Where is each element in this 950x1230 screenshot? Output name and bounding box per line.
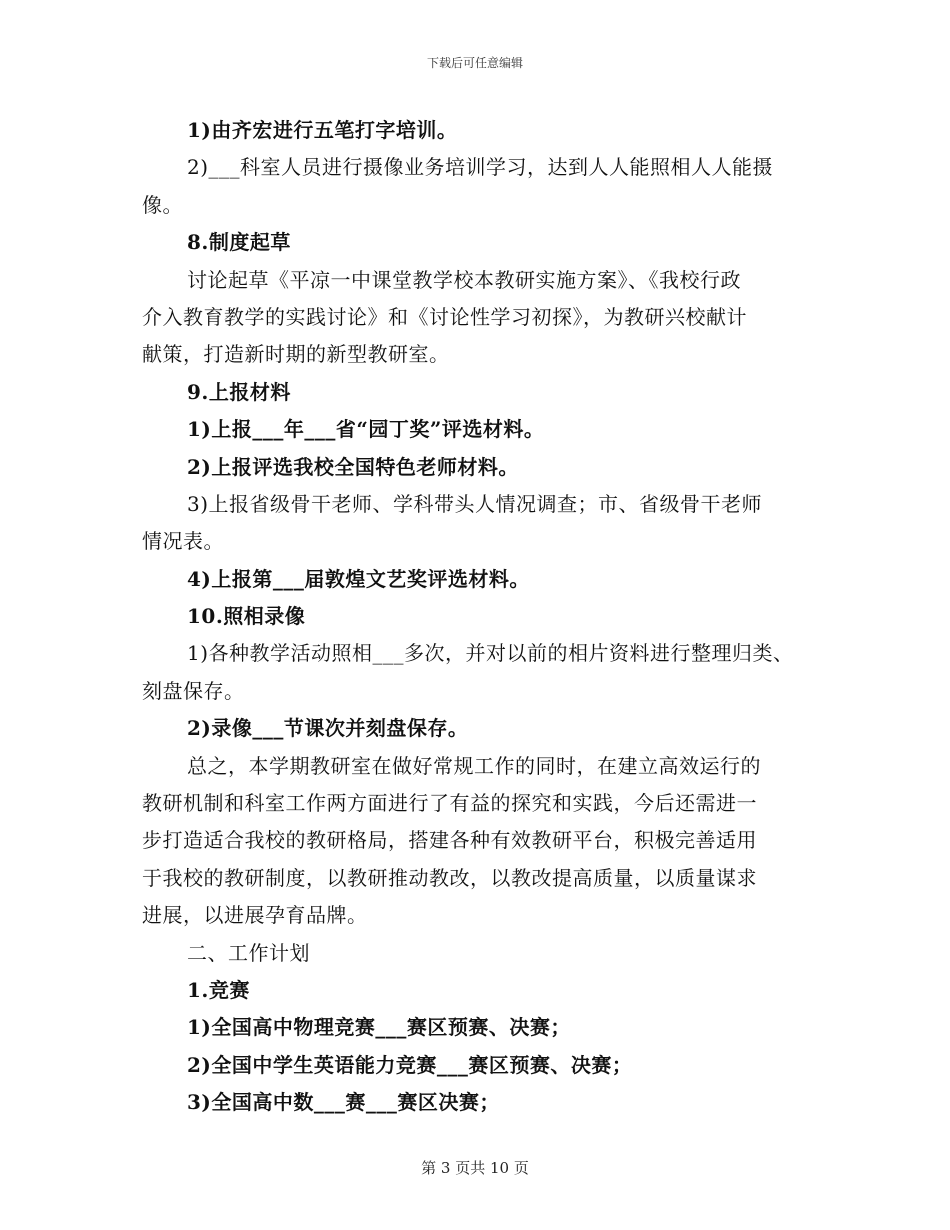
text-line: 二、工作计划 (187, 940, 310, 965)
text-line: 介入教育教学的实践讨论》和《讨论性学习初探》，为教研兴校献计 (142, 304, 747, 329)
text-line: 1)各种教学活动照相___多次，并对以前的相片资料进行整理归类、 (187, 641, 794, 666)
text-line: 讨论起草《平凉一中课堂教学校本教研实施方案》、《我校行政 (187, 267, 741, 292)
text-line: 3)上报省级骨干老师、学科带头人情况调查；市、省级骨干老师 (187, 491, 763, 516)
document-body (142, 112, 832, 1122)
text-line: 1)上报___年___省“园丁奖”评选材料。 (187, 417, 545, 442)
text-line: 9.上报材料 (187, 379, 291, 404)
page-footer: 第 3 页共 10 页 (421, 1159, 529, 1177)
text-line: 教研机制和科室工作两方面进行了有益的探究和实践，今后还需进一 (142, 791, 757, 816)
text-line: 1.竞赛 (187, 977, 250, 1002)
text-line: 3)全国高中数___赛___赛区决赛； (187, 1090, 500, 1115)
text-line: 情况表。 (142, 529, 224, 554)
text-line: 2)上报评选我校全国特色老师材料。 (187, 454, 519, 479)
text-line: 1)由齐宏进行五笔打字培训。 (187, 118, 458, 142)
text-line: 8.制度起草 (187, 230, 291, 255)
text-line: 进展，以进展孕育品牌。 (142, 903, 368, 928)
text-line: 10.照相录像 (187, 604, 306, 629)
text-line: 1)全国高中物理竞赛___赛区预赛、决赛； (187, 1015, 571, 1040)
text-line: 像。 (142, 192, 183, 217)
text-line: 献策，打造新时期的新型教研室。 (142, 342, 450, 367)
text-line: 2)___科室人员进行摄像业务培训学习，达到人人能照相人人能摄 (187, 155, 774, 180)
text-line: 于我校的教研制度，以教研推动教改，以教改提高质量，以质量谋求 (142, 865, 757, 890)
text-line: 2)录像___节课次并刻盘保存。 (187, 716, 469, 741)
text-line: 步打造适合我校的教研格局，搭建各种有效教研平台，积极完善适用 (142, 828, 757, 853)
text-line: 2)全国中学生英语能力竞赛___赛区预赛、决赛； (187, 1052, 633, 1077)
text-line: 4)上报第___届敦煌文艺奖评选材料。 (187, 566, 530, 591)
text-line: 刻盘保存。 (142, 678, 245, 703)
text-line: 总之，本学期教研室在做好常规工作的同时，在建立高效运行的 (187, 753, 761, 778)
page-header: 下载后可任意编辑 (426, 56, 523, 70)
